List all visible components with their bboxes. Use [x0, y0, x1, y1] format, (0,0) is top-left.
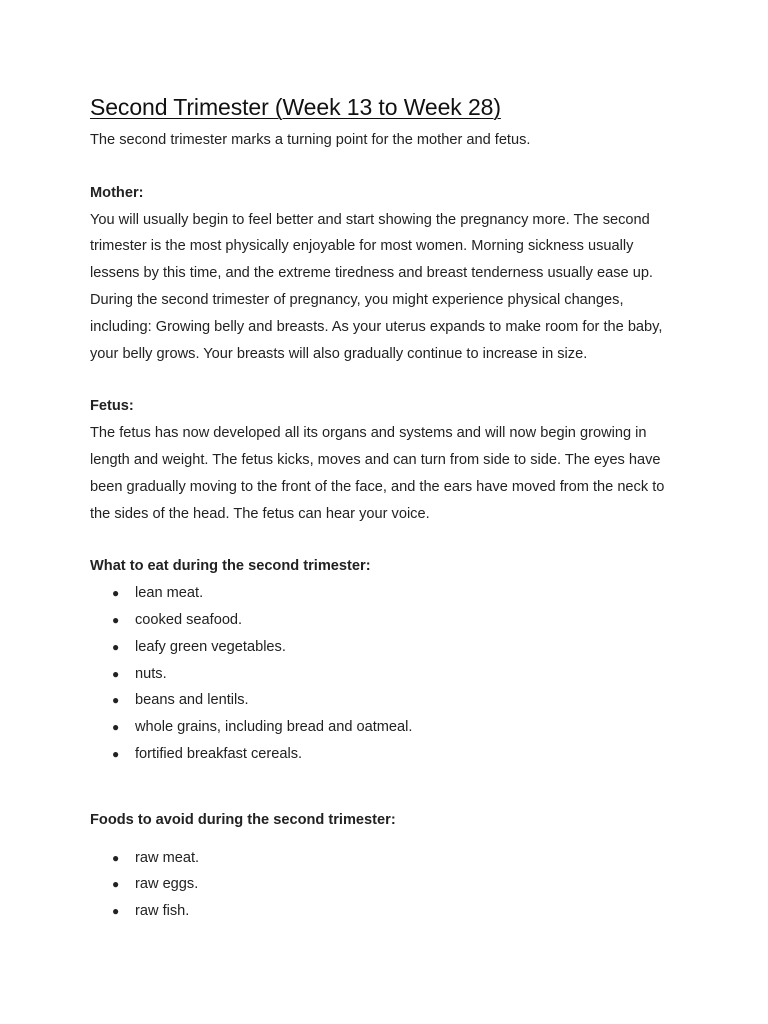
list-item-text: raw meat. — [135, 849, 200, 866]
list-item — [90, 741, 678, 768]
fetus-heading: Fetus: — [90, 398, 134, 415]
list-item-text: raw fish. — [135, 903, 190, 920]
bullet-icon: ● — [112, 720, 120, 735]
bullet-icon: ● — [112, 666, 120, 681]
list-item — [90, 714, 678, 741]
intro-paragraph: The second trimester marks a turning point for the mother and fetus. — [90, 132, 531, 148]
page-title: Second Trimester (Week 13 to Week 28) — [90, 94, 501, 120]
bullet-icon: ● — [112, 877, 120, 892]
list-item — [90, 580, 678, 607]
avoid-list — [90, 845, 678, 925]
list-item-text: nuts. — [135, 665, 167, 682]
bullet-icon: ● — [112, 639, 120, 654]
list-item-text: lean meat. — [135, 585, 204, 602]
bullet-icon: ● — [112, 850, 120, 865]
list-item — [90, 687, 678, 714]
list-item — [90, 845, 678, 872]
eat-heading: What to eat during the second trimester: — [90, 558, 371, 575]
bullet-icon: ● — [112, 586, 120, 601]
eat-list — [90, 580, 678, 768]
fetus-paragraph: The fetus has now developed all its organs and systems and will now begin growing in length and weight. The fetus kicks, moves and can turn from side to side. The eyes have been gradually moving to the front of the face, and the ears have moved from the neck to the sides of the head. The fetus can hear your voice. — [90, 425, 665, 522]
bullet-icon: ● — [112, 746, 120, 761]
list-item — [90, 871, 678, 898]
list-item — [90, 661, 678, 688]
avoid-heading: Foods to avoid during the second trimester: — [90, 811, 396, 828]
list-item-text: leafy green vegetables. — [135, 638, 286, 655]
bullet-icon: ● — [112, 612, 120, 627]
bullet-icon: ● — [112, 693, 120, 708]
list-item — [90, 634, 678, 661]
bullet-icon: ● — [112, 904, 120, 919]
mother-heading: Mother: — [90, 184, 144, 201]
list-item-text: beans and lentils. — [135, 692, 249, 709]
list-item-text: whole grains, including bread and oatmeal. — [135, 719, 413, 736]
list-item-text: raw eggs. — [135, 876, 199, 893]
list-item-text: fortified breakfast cereals. — [135, 745, 303, 762]
mother-paragraph: You will usually begin to feel better and start showing the pregnancy more. The second trimester is the most physically enjoyable for most women. Morning sickness usually lessens by this time, and the extreme tiredness and breast tenderness usually ease up. During the second trimester of pregnancy, you might experience physical changes, including: Growing belly and breasts. As your uterus expands to make room for the baby, your belly grows. Your breasts will also gradually continue to increase in size. — [90, 211, 663, 362]
list-item-text: cooked seafood. — [135, 611, 243, 628]
list-item — [90, 607, 678, 634]
list-item — [90, 898, 678, 925]
